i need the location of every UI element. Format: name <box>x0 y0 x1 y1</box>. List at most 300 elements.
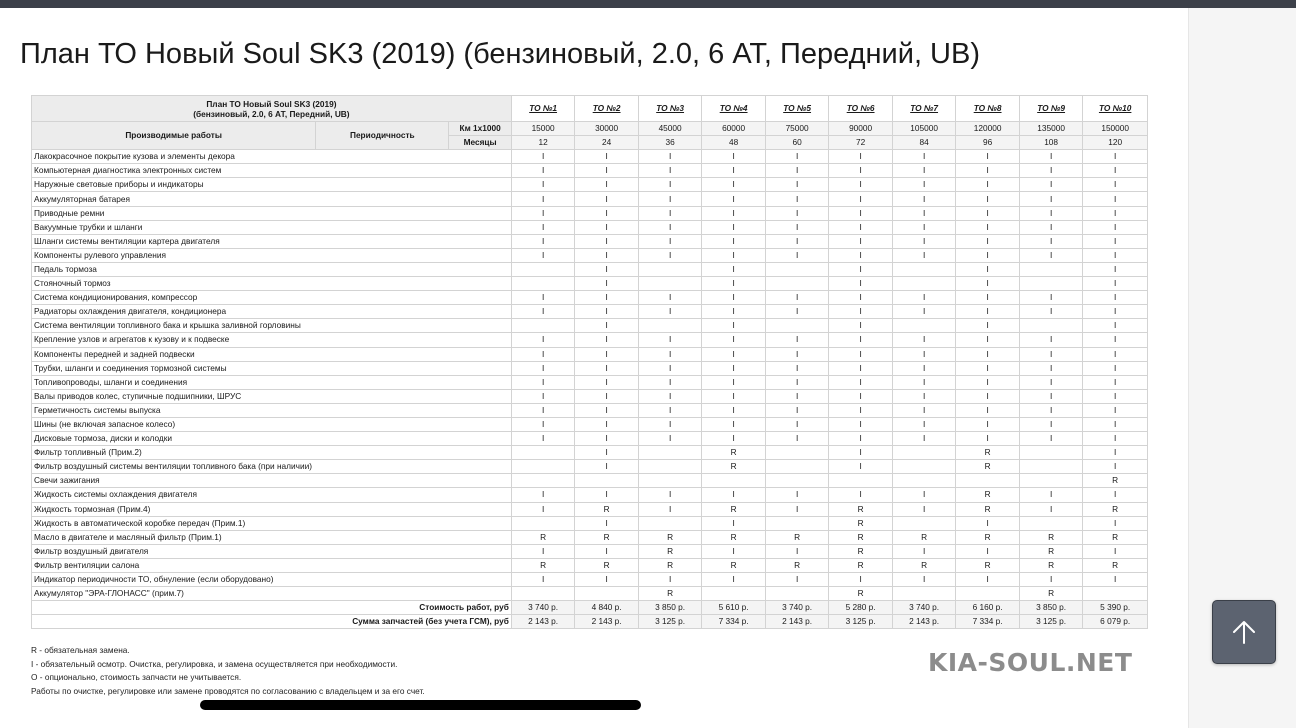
schedule-cell: I <box>575 291 639 305</box>
column-header-period: Периодичность <box>316 122 449 150</box>
work-name: Компоненты рулевого управления <box>32 248 512 262</box>
schedule-cell: I <box>765 333 829 347</box>
work-name: Шланги системы вентиляции картера двигателя <box>32 234 512 248</box>
table-row <box>32 587 1148 601</box>
km-value: 30000 <box>575 122 639 136</box>
schedule-cell: R <box>956 460 1020 474</box>
schedule-cell: I <box>575 403 639 417</box>
schedule-cell: I <box>575 333 639 347</box>
schedule-cell: I <box>892 248 956 262</box>
parts-value: 3 125 р. <box>829 615 893 629</box>
schedule-cell: I <box>1083 460 1148 474</box>
schedule-cell: I <box>892 234 956 248</box>
legend-inspect: I - обязательный осмотр. Очистка, регулировка, и замена осуществляется при необходимости. <box>31 658 398 669</box>
schedule-cell: I <box>638 389 702 403</box>
parts-value: 6 079 р. <box>1083 615 1148 629</box>
schedule-cell: I <box>702 573 766 587</box>
table-row <box>32 389 1148 403</box>
schedule-cell: I <box>765 375 829 389</box>
months-value: 24 <box>575 136 639 150</box>
schedule-cell: I <box>1083 375 1148 389</box>
schedule-cell: I <box>1083 446 1148 460</box>
schedule-cell: I <box>892 220 956 234</box>
schedule-cell: I <box>1083 150 1148 164</box>
work-name: Шины (не включая запасное колесо) <box>32 417 512 431</box>
km-label: Км 1x1000 <box>449 122 512 136</box>
schedule-cell: I <box>956 333 1020 347</box>
to-header: ТО №10 <box>1083 96 1148 122</box>
schedule-cell: I <box>511 220 575 234</box>
schedule-cell <box>575 474 639 488</box>
table-row <box>32 544 1148 558</box>
table-row <box>32 150 1148 164</box>
schedule-cell: I <box>511 544 575 558</box>
schedule-cell: I <box>1019 178 1083 192</box>
schedule-cell <box>829 474 893 488</box>
schedule-cell: I <box>511 502 575 516</box>
work-name: Компьютерная диагностика электронных систем <box>32 164 512 178</box>
schedule-cell: I <box>1083 544 1148 558</box>
table-row <box>32 164 1148 178</box>
schedule-cell: I <box>702 305 766 319</box>
schedule-cell: I <box>511 333 575 347</box>
schedule-cell <box>765 277 829 291</box>
table-row <box>32 516 1148 530</box>
table-row <box>32 530 1148 544</box>
schedule-cell <box>511 460 575 474</box>
schedule-cell: I <box>1083 333 1148 347</box>
schedule-cell <box>765 474 829 488</box>
schedule-cell: I <box>892 502 956 516</box>
schedule-cell: I <box>511 206 575 220</box>
legend-optional: O - опционально, стоимость запчасти не учитывается. <box>31 672 242 682</box>
schedule-cell: I <box>511 178 575 192</box>
schedule-cell: I <box>829 150 893 164</box>
schedule-cell: I <box>638 291 702 305</box>
schedule-cell: I <box>765 544 829 558</box>
schedule-cell: I <box>1083 361 1148 375</box>
work-name: Крепление узлов и агрегатов к кузову и к подвеске <box>32 333 512 347</box>
schedule-cell: I <box>765 164 829 178</box>
schedule-cell: I <box>1083 192 1148 206</box>
schedule-cell: R <box>638 544 702 558</box>
schedule-cell: I <box>1083 417 1148 431</box>
work-name: Радиаторы охлаждения двигателя, кондиционера <box>32 305 512 319</box>
schedule-cell: I <box>702 234 766 248</box>
schedule-cell: I <box>702 544 766 558</box>
months-value: 120 <box>1083 136 1148 150</box>
schedule-cell <box>511 262 575 276</box>
schedule-cell: I <box>1019 192 1083 206</box>
schedule-cell: R <box>765 558 829 572</box>
schedule-cell: I <box>638 333 702 347</box>
schedule-cell: I <box>575 262 639 276</box>
schedule-cell <box>511 277 575 291</box>
schedule-cell: I <box>1083 347 1148 361</box>
months-value: 72 <box>829 136 893 150</box>
schedule-cell: I <box>1083 206 1148 220</box>
schedule-cell <box>1019 446 1083 460</box>
schedule-cell: I <box>829 206 893 220</box>
schedule-cell: I <box>575 178 639 192</box>
schedule-cell <box>511 516 575 530</box>
schedule-cell: I <box>1019 417 1083 431</box>
schedule-cell: R <box>702 460 766 474</box>
schedule-cell: I <box>829 460 893 474</box>
cost-value: 5 280 р. <box>829 601 893 615</box>
schedule-cell: I <box>1019 234 1083 248</box>
schedule-cell: R <box>829 502 893 516</box>
schedule-cell <box>702 474 766 488</box>
schedule-cell: R <box>575 502 639 516</box>
schedule-cell: I <box>638 164 702 178</box>
table-row <box>32 291 1148 305</box>
schedule-cell: I <box>511 417 575 431</box>
work-name: Свечи зажигания <box>32 474 512 488</box>
home-indicator <box>200 700 641 710</box>
months-label: Месяцы <box>449 136 512 150</box>
schedule-cell <box>511 587 575 601</box>
schedule-cell: I <box>575 544 639 558</box>
schedule-cell: I <box>1019 403 1083 417</box>
schedule-cell: R <box>511 530 575 544</box>
schedule-cell: I <box>702 220 766 234</box>
work-name: Жидкость системы охлаждения двигателя <box>32 488 512 502</box>
schedule-cell: I <box>1083 234 1148 248</box>
schedule-cell: R <box>702 558 766 572</box>
schedule-cell: I <box>1019 248 1083 262</box>
schedule-cell: R <box>765 530 829 544</box>
table-row <box>32 502 1148 516</box>
schedule-cell: I <box>956 516 1020 530</box>
schedule-cell: I <box>702 333 766 347</box>
to-header: ТО №5 <box>765 96 829 122</box>
schedule-cell: I <box>1083 389 1148 403</box>
schedule-cell <box>892 474 956 488</box>
schedule-cell: I <box>511 164 575 178</box>
schedule-cell: I <box>702 178 766 192</box>
schedule-cell: I <box>1083 432 1148 446</box>
schedule-cell: R <box>829 544 893 558</box>
schedule-cell: I <box>702 277 766 291</box>
km-value: 15000 <box>511 122 575 136</box>
schedule-cell: I <box>892 347 956 361</box>
schedule-cell: I <box>1083 262 1148 276</box>
work-name: Педаль тормоза <box>32 262 512 276</box>
schedule-cell: I <box>892 417 956 431</box>
work-name: Система вентиляции топливного бака и крышка заливной горловины <box>32 319 512 333</box>
schedule-cell: I <box>829 417 893 431</box>
schedule-cell: I <box>829 573 893 587</box>
work-name: Компоненты передней и задней подвески <box>32 347 512 361</box>
work-name: Дисковые тормоза, диски и колодки <box>32 432 512 446</box>
schedule-cell: I <box>956 192 1020 206</box>
schedule-cell: I <box>1019 347 1083 361</box>
work-name: Приводные ремни <box>32 206 512 220</box>
schedule-cell <box>1019 474 1083 488</box>
schedule-cell <box>1019 262 1083 276</box>
schedule-cell: I <box>892 150 956 164</box>
schedule-cell: I <box>638 361 702 375</box>
schedule-cell: I <box>702 516 766 530</box>
schedule-cell: I <box>575 446 639 460</box>
schedule-cell: R <box>829 516 893 530</box>
parts-value: 3 125 р. <box>1019 615 1083 629</box>
schedule-cell: I <box>829 305 893 319</box>
table-row <box>32 220 1148 234</box>
table-row <box>32 277 1148 291</box>
schedule-cell <box>702 587 766 601</box>
km-value: 120000 <box>956 122 1020 136</box>
page-title: План ТО Новый Soul SK3 (2019) (бензиновый, 2.0, 6 АТ, Передний, UB) <box>20 38 981 70</box>
schedule-cell: I <box>1083 573 1148 587</box>
table-row <box>32 192 1148 206</box>
table-row <box>32 178 1148 192</box>
schedule-cell: I <box>575 347 639 361</box>
schedule-cell: I <box>638 206 702 220</box>
schedule-cell: I <box>956 319 1020 333</box>
schedule-cell: R <box>1083 474 1148 488</box>
schedule-cell: I <box>956 417 1020 431</box>
work-name: Наружные световые приборы и индикаторы <box>32 178 512 192</box>
schedule-cell: I <box>892 375 956 389</box>
schedule-cell: I <box>829 291 893 305</box>
work-name: Фильтр воздушный системы вентиляции топливного бака (при наличии) <box>32 460 512 474</box>
cost-value: 3 740 р. <box>892 601 956 615</box>
schedule-cell: I <box>892 573 956 587</box>
schedule-cell: I <box>702 347 766 361</box>
schedule-cell: I <box>702 164 766 178</box>
cost-value: 5 610 р. <box>702 601 766 615</box>
cost-value: 4 840 р. <box>575 601 639 615</box>
parts-value: 7 334 р. <box>956 615 1020 629</box>
schedule-cell: R <box>702 530 766 544</box>
schedule-cell: I <box>892 389 956 403</box>
table-row <box>32 460 1148 474</box>
schedule-cell: R <box>829 558 893 572</box>
schedule-cell <box>765 516 829 530</box>
schedule-cell: R <box>638 558 702 572</box>
schedule-cell: I <box>829 333 893 347</box>
schedule-cell: I <box>956 164 1020 178</box>
schedule-cell: I <box>765 573 829 587</box>
schedule-cell: R <box>1019 530 1083 544</box>
schedule-cell: I <box>575 573 639 587</box>
schedule-cell: I <box>765 150 829 164</box>
schedule-cell: I <box>765 234 829 248</box>
schedule-cell <box>638 319 702 333</box>
cost-value: 6 160 р. <box>956 601 1020 615</box>
km-value: 75000 <box>765 122 829 136</box>
schedule-cell: I <box>702 403 766 417</box>
schedule-cell: R <box>956 558 1020 572</box>
schedule-cell: I <box>638 305 702 319</box>
to-header: ТО №4 <box>702 96 766 122</box>
watermark: KIA-SOUL.NET <box>928 648 1133 677</box>
schedule-cell: I <box>575 248 639 262</box>
schedule-cell: I <box>1019 150 1083 164</box>
schedule-cell: I <box>956 234 1020 248</box>
schedule-cell: I <box>638 417 702 431</box>
schedule-cell: I <box>511 432 575 446</box>
schedule-cell <box>638 262 702 276</box>
schedule-cell: I <box>829 164 893 178</box>
work-name: Фильтр вентиляции салона <box>32 558 512 572</box>
schedule-cell: I <box>829 220 893 234</box>
schedule-cell: I <box>765 403 829 417</box>
schedule-cell: I <box>1083 277 1148 291</box>
legend <box>31 644 425 698</box>
maintenance-schedule-table <box>31 95 1148 629</box>
schedule-cell: I <box>511 573 575 587</box>
schedule-cell: I <box>1019 164 1083 178</box>
schedule-cell: I <box>892 305 956 319</box>
schedule-cell: I <box>511 150 575 164</box>
table-row <box>32 488 1148 502</box>
schedule-cell: I <box>575 206 639 220</box>
table-title-line1: План ТО Новый Soul SK3 (2019) <box>206 98 337 109</box>
schedule-cell: R <box>575 558 639 572</box>
work-name: Лакокрасочное покрытие кузова и элементы декора <box>32 150 512 164</box>
schedule-cell: I <box>829 347 893 361</box>
work-name: Топливопроводы, шланги и соединения <box>32 375 512 389</box>
schedule-cell <box>765 460 829 474</box>
schedule-cell: R <box>956 502 1020 516</box>
schedule-cell: I <box>638 502 702 516</box>
schedule-cell: I <box>892 192 956 206</box>
schedule-cell: I <box>765 291 829 305</box>
months-value: 96 <box>956 136 1020 150</box>
schedule-cell: I <box>575 220 639 234</box>
schedule-cell: I <box>1083 516 1148 530</box>
schedule-cell: I <box>638 248 702 262</box>
schedule-cell: I <box>511 234 575 248</box>
schedule-cell: R <box>575 530 639 544</box>
schedule-cell <box>892 516 956 530</box>
work-name: Вакуумные трубки и шланги <box>32 220 512 234</box>
cost-value: 3 850 р. <box>1019 601 1083 615</box>
schedule-cell: I <box>829 192 893 206</box>
schedule-cell <box>956 587 1020 601</box>
parts-value: 2 143 р. <box>511 615 575 629</box>
schedule-cell: I <box>956 403 1020 417</box>
schedule-cell: I <box>765 389 829 403</box>
schedule-cell: I <box>892 164 956 178</box>
to-header: ТО №9 <box>1019 96 1083 122</box>
schedule-cell: I <box>1019 573 1083 587</box>
schedule-cell: I <box>1083 403 1148 417</box>
schedule-cell: I <box>575 164 639 178</box>
work-name: Трубки, шланги и соединения тормозной системы <box>32 361 512 375</box>
schedule-cell: I <box>702 389 766 403</box>
to-header: ТО №3 <box>638 96 702 122</box>
schedule-cell: I <box>1019 305 1083 319</box>
schedule-cell <box>511 446 575 460</box>
schedule-cell: I <box>575 277 639 291</box>
schedule-cell <box>765 587 829 601</box>
schedule-cell: I <box>1083 291 1148 305</box>
table-row <box>32 375 1148 389</box>
parts-value: 7 334 р. <box>702 615 766 629</box>
schedule-cell: I <box>829 361 893 375</box>
schedule-cell: I <box>511 248 575 262</box>
schedule-cell: I <box>765 361 829 375</box>
schedule-cell: I <box>575 432 639 446</box>
work-name: Индикатор периодичности ТО, обнуление (если оборудовано) <box>32 573 512 587</box>
schedule-cell: R <box>892 558 956 572</box>
work-name: Аккумуляторная батарея <box>32 192 512 206</box>
schedule-cell: I <box>956 220 1020 234</box>
schedule-cell: I <box>575 192 639 206</box>
schedule-cell: I <box>575 305 639 319</box>
schedule-cell: I <box>1083 488 1148 502</box>
table-row <box>32 361 1148 375</box>
schedule-cell: I <box>575 234 639 248</box>
months-value: 36 <box>638 136 702 150</box>
schedule-cell: I <box>765 417 829 431</box>
schedule-cell: I <box>1019 389 1083 403</box>
schedule-cell: I <box>829 488 893 502</box>
schedule-cell: I <box>638 192 702 206</box>
schedule-cell <box>575 587 639 601</box>
schedule-cell <box>638 277 702 291</box>
schedule-cell <box>511 319 575 333</box>
schedule-cell: R <box>702 502 766 516</box>
work-name: Валы приводов колес, ступичные подшипники, ШРУС <box>32 389 512 403</box>
table-row <box>32 474 1148 488</box>
schedule-cell: I <box>956 262 1020 276</box>
table-row <box>32 319 1148 333</box>
parts-label: Сумма запчастей (без учета ГСМ), руб <box>32 615 512 629</box>
km-value: 60000 <box>702 122 766 136</box>
parts-value: 2 143 р. <box>765 615 829 629</box>
table-row <box>32 446 1148 460</box>
table-row <box>32 206 1148 220</box>
schedule-cell: I <box>956 573 1020 587</box>
schedule-cell: I <box>765 347 829 361</box>
scroll-to-top-button[interactable] <box>1212 600 1276 664</box>
schedule-cell: I <box>1019 333 1083 347</box>
schedule-cell: I <box>638 234 702 248</box>
to-header: ТО №8 <box>956 96 1020 122</box>
table-row <box>32 262 1148 276</box>
legend-replace: R - обязательная замена. <box>31 645 130 655</box>
schedule-cell: I <box>956 291 1020 305</box>
schedule-cell: I <box>892 206 956 220</box>
schedule-cell: I <box>829 432 893 446</box>
schedule-cell: R <box>638 587 702 601</box>
table-row <box>32 347 1148 361</box>
schedule-cell: I <box>511 347 575 361</box>
schedule-cell: I <box>702 291 766 305</box>
schedule-cell <box>892 587 956 601</box>
schedule-cell: I <box>765 502 829 516</box>
schedule-cell: R <box>956 488 1020 502</box>
schedule-cell: R <box>1019 587 1083 601</box>
work-name: Жидкость в автоматической коробке передач (Прим.1) <box>32 516 512 530</box>
schedule-cell: I <box>511 389 575 403</box>
schedule-cell: I <box>575 488 639 502</box>
schedule-cell: I <box>765 248 829 262</box>
schedule-cell <box>511 474 575 488</box>
schedule-cell: I <box>575 375 639 389</box>
parts-value: 2 143 р. <box>892 615 956 629</box>
schedule-cell: I <box>638 347 702 361</box>
schedule-cell: R <box>1083 530 1148 544</box>
schedule-cell: I <box>892 178 956 192</box>
schedule-cell: I <box>829 178 893 192</box>
schedule-cell: R <box>829 587 893 601</box>
